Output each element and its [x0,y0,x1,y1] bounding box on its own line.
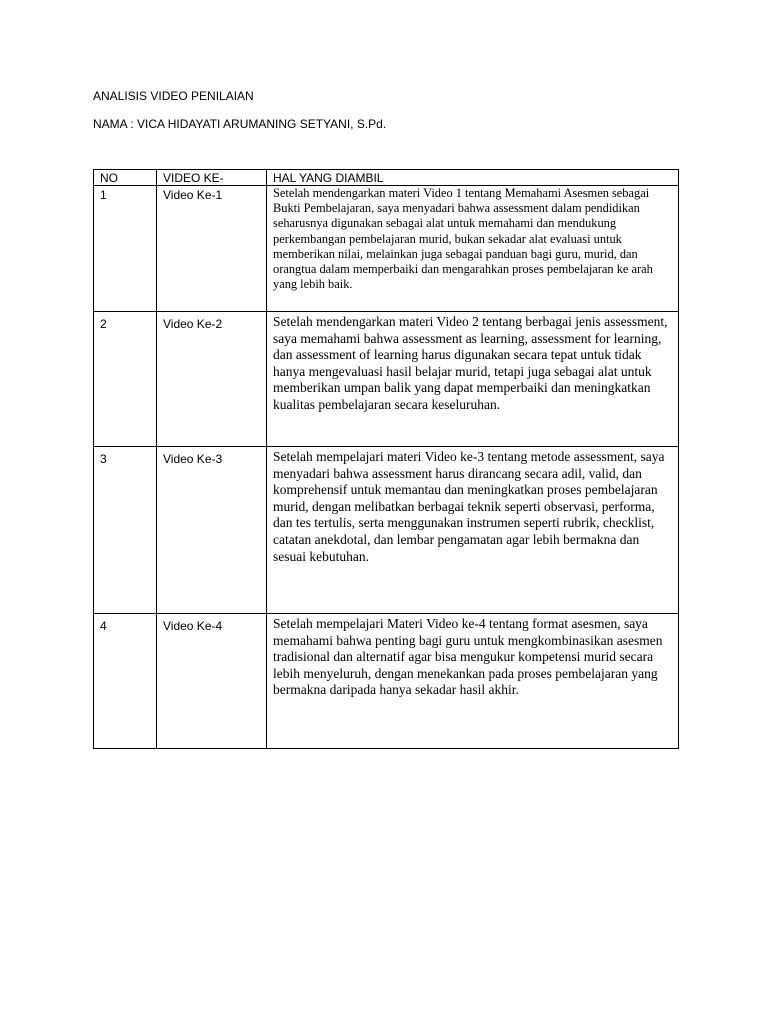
table-row [94,614,679,749]
table-header-row [94,170,679,186]
row-video: Video Ke-4 [157,614,267,749]
document-title: ANALISIS VIDEO PENILAIAN [93,89,254,103]
table-row [94,312,679,447]
header-no: NO [94,170,157,186]
row-content: Setelah mendengarkan materi Video 2 tentang berbagai jenis assessment, saya memahami bahwa assessment as learning, assessment for learning, dan assessment of learning harus digunakan secara tepat untuk tidak hanya mengevaluasi hasil belajar murid, tetapi juga sebagai alat untuk memberikan umpan balik yang dapat memperbaiki dan meningkatkan kualitas pembelajaran secara keseluruhan. [267,312,679,447]
row-content: Setelah mendengarkan materi Video 1 tentang Memahami Asesmen sebagai Bukti Pembelajaran, saya menyadari bahwa assessment dalam pendidikan seharusnya digunakan sebagai alat untuk memahami dan mendukung perkembangan pembelajaran murid, bukan sekadar alat evaluasi untuk memberikan nilai, melainkan juga sebagai panduan bagi guru, murid, dan orangtua dalam memperbaiki dan mengarahkan proses pembelajaran ke arah yang lebih baik. [267,186,679,312]
row-video: Video Ke-3 [157,447,267,614]
header-content: HAL YANG DIAMBIL [267,170,679,186]
row-content: Setelah mempelajari Materi Video ke-4 tentang format asesmen, saya memahami bahwa penting bagi guru untuk mengkombinasikan asesmen tradisional dan alternatif agar bisa mengukur kompetensi murid secara lebih menyeluruh, dengan menekankan pada proses pembelajaran yang bermakna daripada hanya sekadar hasil akhir. [267,614,679,749]
row-number: 4 [94,614,157,749]
row-video: Video Ke-1 [157,186,267,312]
table-row [94,447,679,614]
analysis-table [93,169,679,749]
row-number: 2 [94,312,157,447]
table-row [94,186,679,312]
header-video: VIDEO KE- [157,170,267,186]
row-number: 1 [94,186,157,312]
row-number: 3 [94,447,157,614]
author-name-line: NAMA : VICA HIDAYATI ARUMANING SETYANI, S.Pd. [93,117,387,131]
row-video: Video Ke-2 [157,312,267,447]
row-content: Setelah mempelajari materi Video ke-3 tentang metode assessment, saya menyadari bahwa assessment harus dirancang secara adil, valid, dan komprehensif untuk memantau dan meningkatkan proses pembelajaran murid, dengan melibatkan berbagai teknik seperti observasi, performa, dan tes tertulis, serta menggunakan instrumen seperti rubrik, checklist, catatan anekdotal, dan lembar pengamatan agar lebih bermakna dan sesuai kebutuhan. [267,447,679,614]
